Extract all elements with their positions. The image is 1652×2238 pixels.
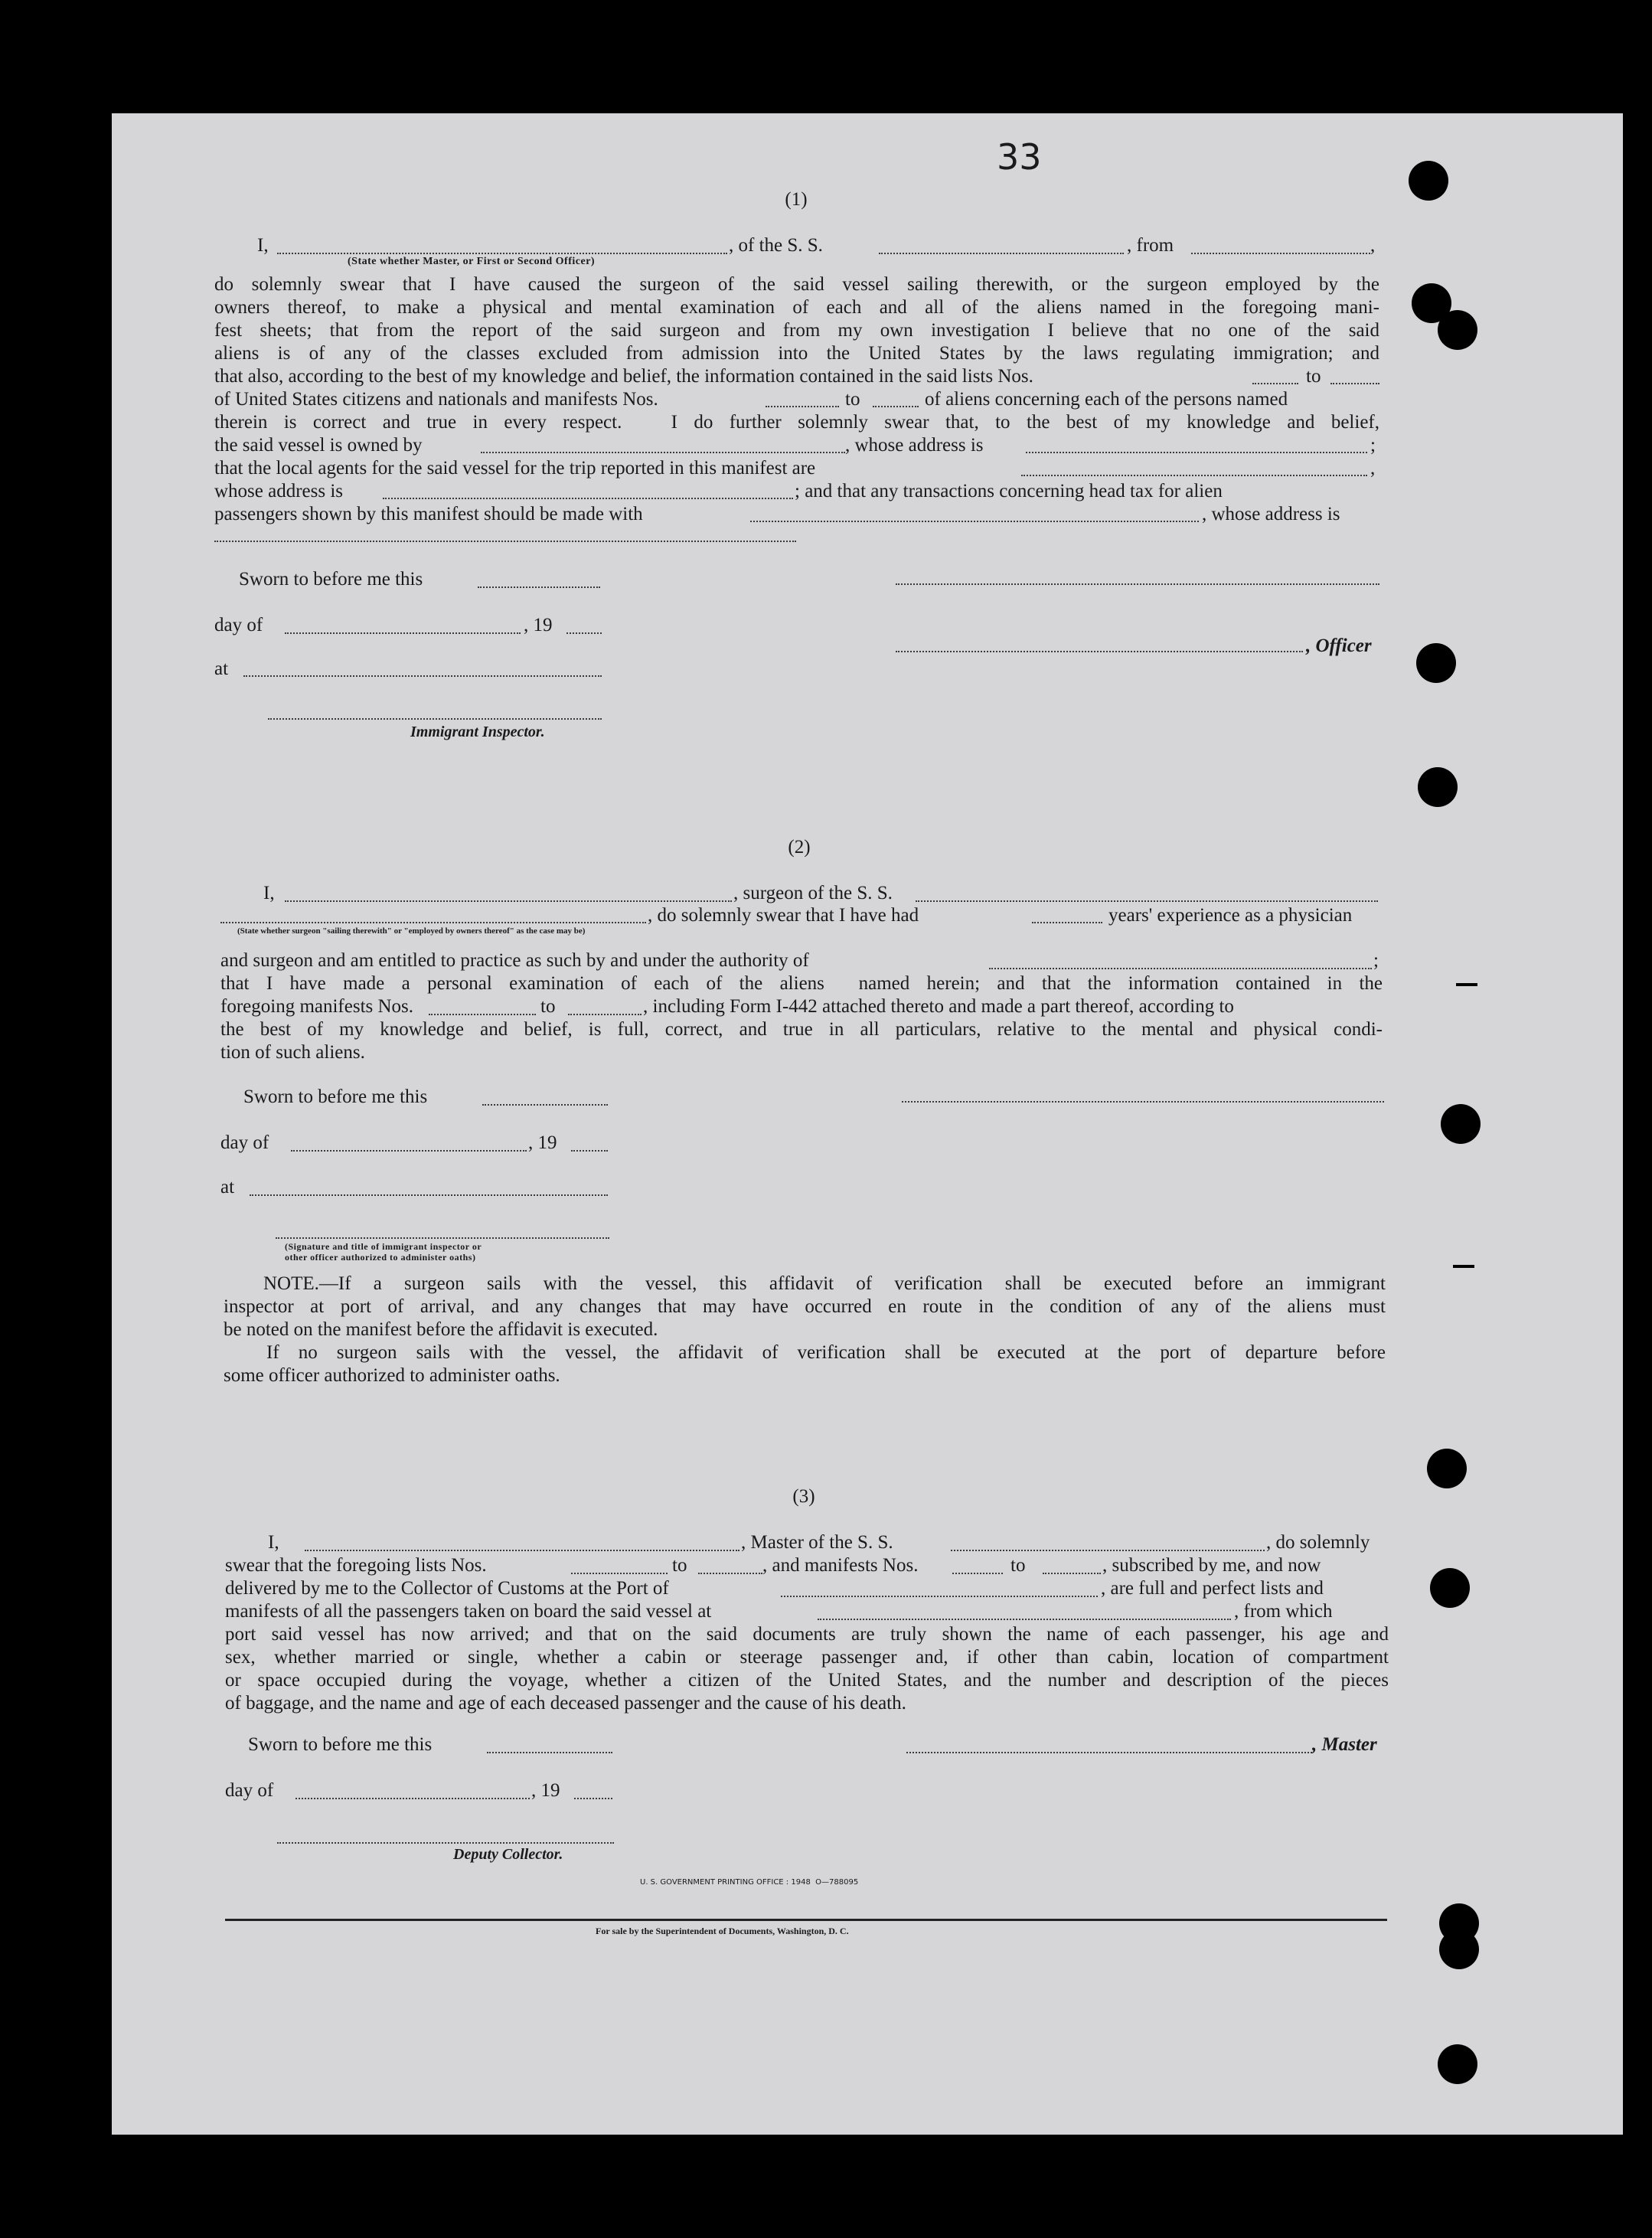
day-of-label: day of (214, 615, 263, 635)
blank-line (952, 1573, 1003, 1574)
blank-line (781, 1596, 1098, 1597)
text: I, (263, 883, 275, 903)
section-number: (3) (792, 1486, 815, 1507)
blank-line (568, 1014, 642, 1015)
blank-line (1032, 922, 1102, 923)
text: , (1370, 458, 1376, 479)
field-note: (State whether Master, or First or Second Officer) (348, 256, 596, 267)
paragraph-line: do solemnly swear that I have caused the surgeon of the said vessel sailing therewith, or the surgeon employed by the (214, 274, 1379, 295)
field-note: (State whether surgeon "sailing therewith" or "employed by owners thereof" as the case may be) (237, 926, 586, 936)
blank-line (1252, 383, 1298, 384)
signature-line (906, 1752, 1312, 1753)
blank-line (916, 900, 1378, 902)
section-number: (1) (785, 189, 808, 210)
paragraph-line: that I have made a personal examination of each of the aliens named herein; and that the information contained in the (220, 973, 1383, 994)
text: , whose address is (1202, 504, 1340, 524)
text: ; and that any transactions concerning head tax for alien (795, 481, 1223, 502)
signature-note: (Signature and title of immigrant inspector or (285, 1241, 482, 1252)
paragraph-line: sex, whether married or single, whether a cabin or steerage passenger and, if other than cabin, location of compartment (225, 1647, 1389, 1668)
text: , (1370, 235, 1376, 256)
blank-line (989, 968, 1372, 969)
paragraph-line: that the local agents for the said vessel for the trip reported in this manifest are (214, 458, 816, 479)
paragraph-line: passengers shown by this manifest should be made with (214, 504, 643, 524)
punch-hole (1430, 1568, 1470, 1608)
handwritten-mark: 33 (997, 136, 1042, 178)
paragraph-line: and surgeon and am entitled to practice as such by and under the authority of (220, 950, 809, 971)
blank-line (285, 900, 732, 902)
text: , 19 (524, 615, 553, 635)
blank-line (291, 1150, 527, 1152)
paragraph-line: tion of such aliens. (220, 1042, 365, 1063)
master-label: , Master (1312, 1734, 1377, 1755)
blank-line (766, 406, 839, 407)
paragraph-line: the best of my knowledge and belief, is full, correct, and true in all particulars, relative to the mental and physical condi- (220, 1019, 1383, 1040)
blank-line (214, 541, 796, 542)
inspector-label: Immigrant Inspector. (410, 724, 545, 740)
blank-line (481, 452, 845, 453)
text: , from which (1234, 1601, 1333, 1622)
text: , from (1127, 235, 1174, 256)
text: I, (268, 1532, 279, 1553)
blank-line (383, 498, 793, 499)
text: to (1306, 366, 1321, 387)
edge-mark (1456, 983, 1477, 986)
blank-line (1330, 383, 1379, 384)
text: , do solemnly swear that I have had (648, 905, 919, 926)
punch-hole (1418, 767, 1458, 807)
text: , subscribed by me, and now (1102, 1555, 1321, 1576)
blank-line (571, 1573, 668, 1574)
punch-hole (1416, 643, 1456, 683)
text: to (1010, 1555, 1026, 1576)
text: , including Form I-442 attached thereto and made a part thereof, according to (643, 996, 1234, 1017)
paragraph-line: the said vessel is owned by (214, 435, 423, 456)
blank-line (277, 253, 727, 254)
text: to (540, 996, 556, 1017)
blank-line (1191, 253, 1370, 254)
sworn-label: Sworn to before me this (239, 569, 423, 590)
signature-line (896, 583, 1379, 585)
blank-line (487, 1752, 612, 1753)
paragraph-line: or space occupied during the voyage, whether a citizen of the United States, and the number and description of the pieces (225, 1670, 1389, 1691)
blank-line (574, 1798, 612, 1799)
blank-line (951, 1550, 1265, 1551)
paragraph-line: of baggage, and the name and age of each deceased passenger and the cause of his death. (225, 1693, 906, 1714)
signature-line (902, 1101, 1384, 1103)
section-number: (2) (788, 837, 811, 858)
text: I, (257, 235, 269, 256)
blank-line (220, 922, 646, 923)
blank-line (818, 1619, 1231, 1620)
punch-hole (1441, 1104, 1481, 1144)
signature-line (277, 1842, 614, 1844)
text: , Master of the S. S. (741, 1532, 893, 1553)
paragraph-line: that also, according to the best of my knowledge and belief, the information contained in the said lists Nos. (214, 366, 1033, 387)
paragraph-line: foregoing manifests Nos. (220, 996, 414, 1017)
punch-hole (1427, 1449, 1467, 1488)
day-of-label: day of (220, 1132, 269, 1153)
signature-line (268, 718, 602, 720)
sale-notice: For sale by the Superintendent of Documents, Washington, D. C. (596, 1926, 849, 1936)
day-of-label: day of (225, 1780, 274, 1801)
note-line: inspector at port of arrival, and any changes that may have occurred en route in the condition of any of the aliens must (224, 1296, 1386, 1317)
blank-line (873, 406, 919, 407)
note-line: If no surgeon sails with the vessel, the affidavit of verification shall be executed at the port of departure before (266, 1342, 1386, 1363)
text: to (672, 1555, 687, 1576)
text: to (845, 389, 860, 410)
blank-line (571, 1150, 608, 1152)
paragraph-line: fest sheets; that from the report of the said surgeon and from my own investigation I believe that no one of the said (214, 320, 1379, 341)
punch-hole (1409, 161, 1448, 201)
blank-line (482, 1104, 608, 1106)
punch-hole (1438, 310, 1477, 350)
text: , 19 (528, 1132, 557, 1153)
punch-hole (1439, 1929, 1479, 1969)
text: ; (1373, 950, 1379, 971)
signature-line (896, 651, 1303, 652)
officer-label: , Officer (1306, 635, 1372, 656)
text: , do solemnly (1266, 1532, 1370, 1553)
paragraph-line: delivered by me to the Collector of Customs at the Port of (225, 1578, 669, 1599)
text: , 19 (531, 1780, 560, 1801)
blank-line (295, 1798, 530, 1799)
blank-line (1026, 452, 1367, 453)
text: , of the S. S. (729, 235, 823, 256)
text: , and manifests Nos. (762, 1555, 919, 1576)
text: , are full and perfect lists and (1101, 1578, 1324, 1599)
note-line: be noted on the manifest before the affidavit is executed. (224, 1319, 658, 1340)
blank-line (250, 1194, 608, 1196)
text: of aliens concerning each of the persons named (925, 389, 1288, 410)
paragraph-line: manifests of all the passengers taken on board the said vessel at (225, 1601, 712, 1622)
sworn-label: Sworn to before me this (243, 1086, 428, 1107)
blank-line (1021, 475, 1367, 476)
blank-line (750, 521, 1199, 522)
edge-mark (1453, 1265, 1474, 1268)
paragraph-line: of United States citizens and nationals and manifests Nos. (214, 389, 658, 410)
blank-line (1043, 1573, 1101, 1574)
sworn-label: Sworn to before me this (248, 1734, 433, 1755)
blank-line (698, 1573, 762, 1574)
footer-rule (225, 1919, 1387, 1921)
punch-hole (1438, 2044, 1477, 2084)
note-line: NOTE.—If a surgeon sails with the vessel, this affidavit of verification shall be executed before an immigrant (263, 1273, 1386, 1294)
paragraph-line: whose address is (214, 481, 344, 502)
text: years' experience as a physician (1108, 905, 1353, 926)
paragraph-line: therein is correct and true in every respect. I do further solemnly swear that, to the best of my knowledge and belief, (214, 412, 1379, 433)
blank-line (429, 1014, 536, 1015)
paragraph-line: aliens is of any of the classes excluded from admission into the United States by the laws regulating immigration; and (214, 343, 1379, 364)
blank-line (478, 586, 600, 588)
blank-line (566, 632, 602, 634)
text: , surgeon of the S. S. (733, 883, 893, 903)
blank-line (879, 253, 1124, 254)
at-label: at (214, 658, 229, 679)
blank-line (285, 632, 521, 634)
signature-line (276, 1237, 609, 1239)
text: ; (1370, 435, 1376, 456)
blank-line (305, 1550, 739, 1551)
deputy-collector-label: Deputy Collector. (453, 1846, 563, 1863)
printer-imprint: U. S. GOVERNMENT PRINTING OFFICE : 1948 O—788095 (640, 1878, 859, 1887)
paragraph-line: owners thereof, to make a physical and mental examination of each and all of the aliens named in the foregoing mani- (214, 297, 1379, 318)
note-line: some officer authorized to administer oaths. (224, 1365, 560, 1386)
signature-note: other officer authorized to administer oaths) (285, 1252, 476, 1263)
blank-line (243, 675, 602, 677)
paragraph-line: port said vessel has now arrived; and that on the said documents are truly shown the name of each passenger, his age and (225, 1624, 1389, 1645)
paragraph-line: swear that the foregoing lists Nos. (225, 1555, 487, 1576)
at-label: at (220, 1177, 235, 1197)
text: , whose address is (845, 435, 984, 456)
